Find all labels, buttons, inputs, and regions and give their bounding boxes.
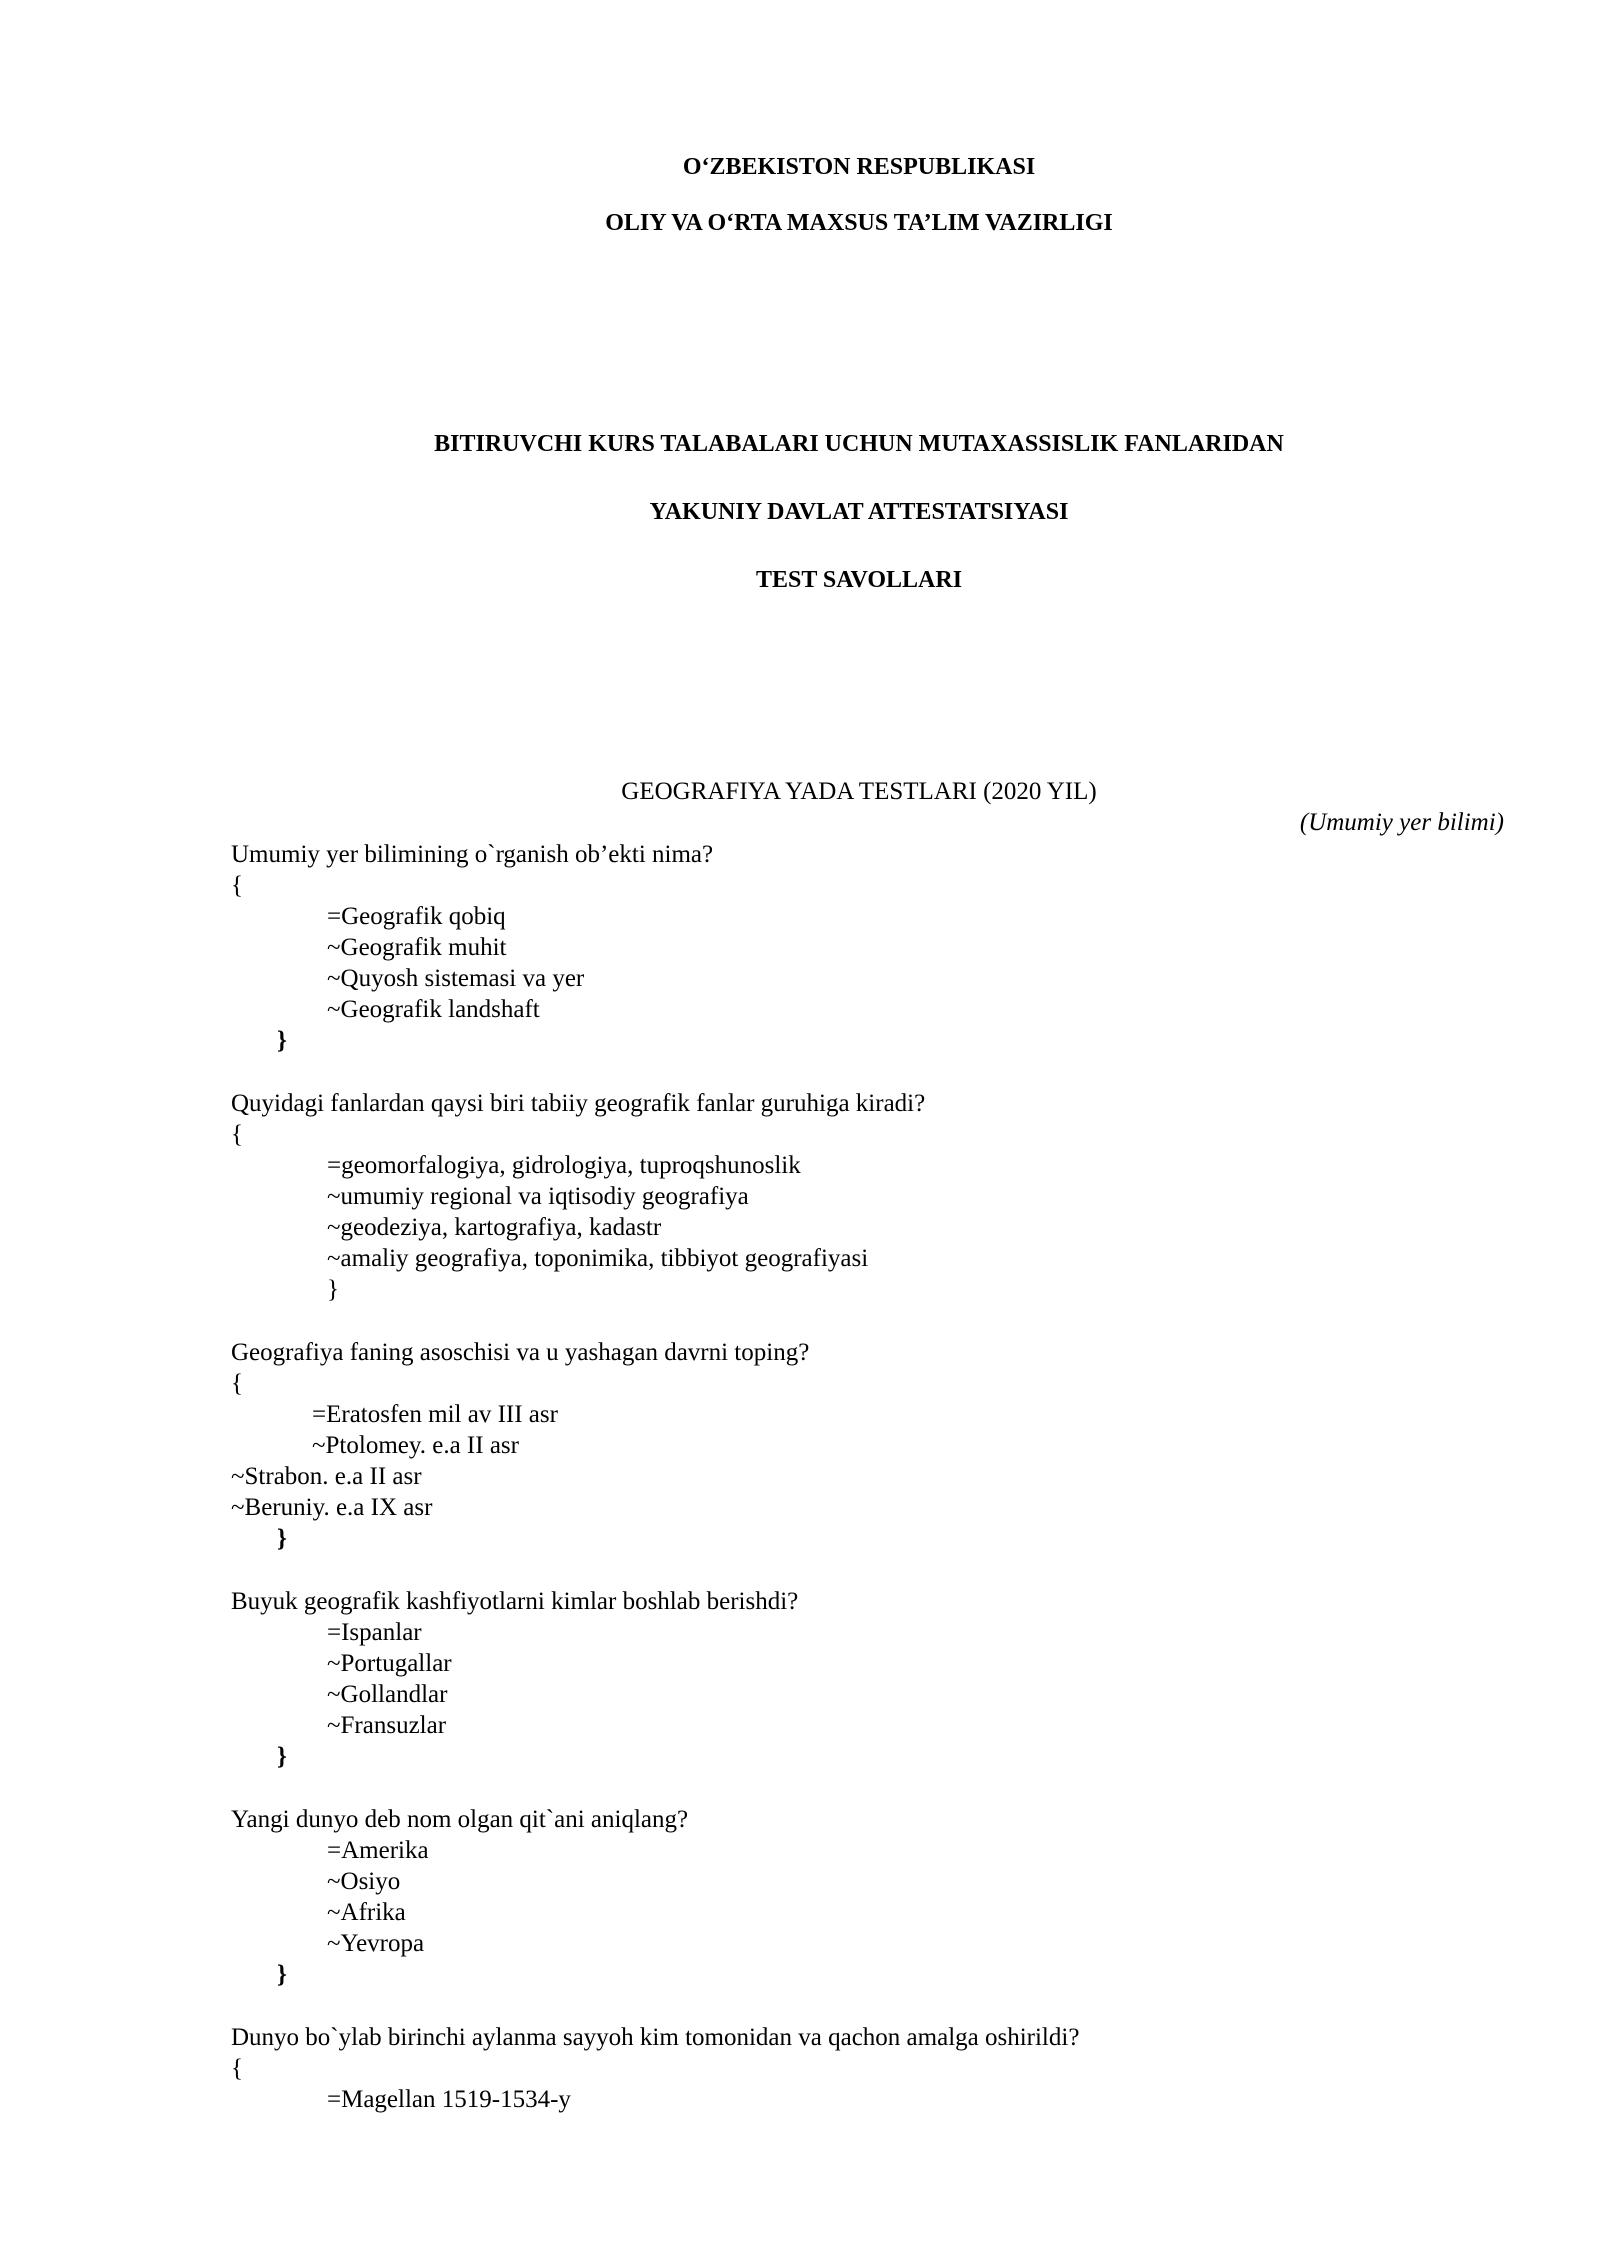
answer-option: =Amerika <box>327 1837 429 1864</box>
open-brace: { <box>231 872 243 899</box>
answer-option: =Eratosfen mil av III asr <box>312 1401 558 1428</box>
answer-option: =Magellan 1519-1534-y <box>327 2086 571 2113</box>
close-brace: } <box>277 1525 287 1552</box>
question-text: Buyuk geografik kashfiyotlarni kimlar boshlab berishdi? <box>231 1588 799 1615</box>
question-text: Quyidagi fanlardan qaysi biri tabiiy geografik fanlar guruhiga kiradi? <box>231 1090 926 1117</box>
answer-option: ~amaliy geografiya, toponimika, tibbiyot geografiyasi <box>327 1245 869 1272</box>
question-text: Geografiya faning asoschisi va u yashagan davrni toping? <box>231 1339 810 1366</box>
title-line-3: TEST SAVOLLARI <box>755 567 963 593</box>
answer-option: ~Geografik muhit <box>327 934 507 961</box>
answer-option: ~Beruniy. e.a IX asr <box>231 1494 433 1521</box>
close-brace: } <box>327 1276 339 1303</box>
subject-label: (Umumiy yer bilimi) <box>1299 809 1504 836</box>
answer-option: ~Osiyo <box>327 1868 401 1895</box>
close-brace: } <box>277 1743 287 1770</box>
question-text: Yangi dunyo deb nom olgan qit`ani aniqlang? <box>231 1806 689 1833</box>
answer-option: =Geografik qobiq <box>327 903 506 930</box>
header-line-2: OLIY VA O‘RTA MAXSUS TA’LIM VAZIRLIGI <box>605 210 1113 236</box>
answer-option: ~Portugallar <box>327 1650 452 1677</box>
open-brace: { <box>231 2055 243 2082</box>
answer-option: ~Yevropa <box>327 1930 425 1957</box>
answer-option: ~Strabon. e.a II asr <box>231 1463 422 1490</box>
close-brace: } <box>277 1961 287 1988</box>
title-line-2: YAKUNIY DAVLAT ATTESTATSIYASI <box>649 499 1069 525</box>
header-line-1: O‘ZBEKISTON RESPUBLIKASI <box>682 154 1036 180</box>
answer-option: ~Quyosh sistemasi va yer <box>327 965 585 992</box>
answer-option: =Ispanlar <box>327 1619 422 1646</box>
open-brace: { <box>231 1370 243 1397</box>
section-heading: GEOGRAFIYA YADA TESTLARI (2020 YIL) <box>621 778 1097 805</box>
answer-option: ~Geografik landshaft <box>327 996 540 1023</box>
open-brace: { <box>231 1121 243 1148</box>
close-brace: } <box>277 1027 287 1054</box>
answer-option: ~Ptolomey. e.a II asr <box>312 1432 519 1459</box>
question-text: Umumiy yer bilimining o`rganish ob’ekti nima? <box>231 841 714 868</box>
answer-option: ~Fransuzlar <box>327 1712 447 1739</box>
answer-option: ~Gollandlar <box>327 1681 448 1708</box>
answer-option: ~umumiy regional va iqtisodiy geografiya <box>327 1183 749 1210</box>
answer-option: =geomorfalogiya, gidrologiya, tuproqshunoslik <box>327 1152 801 1179</box>
answer-option: ~Afrika <box>327 1899 406 1926</box>
question-text: Dunyo bo`ylab birinchi aylanma sayyoh kim tomonidan va qachon amalga oshirildi? <box>231 2024 1080 2051</box>
title-line-1: BITIRUVCHI KURS TALABALARI UCHUN MUTAXASSISLIK FANLARIDAN <box>434 431 1284 457</box>
answer-option: ~geodeziya, kartografiya, kadastr <box>327 1214 662 1241</box>
